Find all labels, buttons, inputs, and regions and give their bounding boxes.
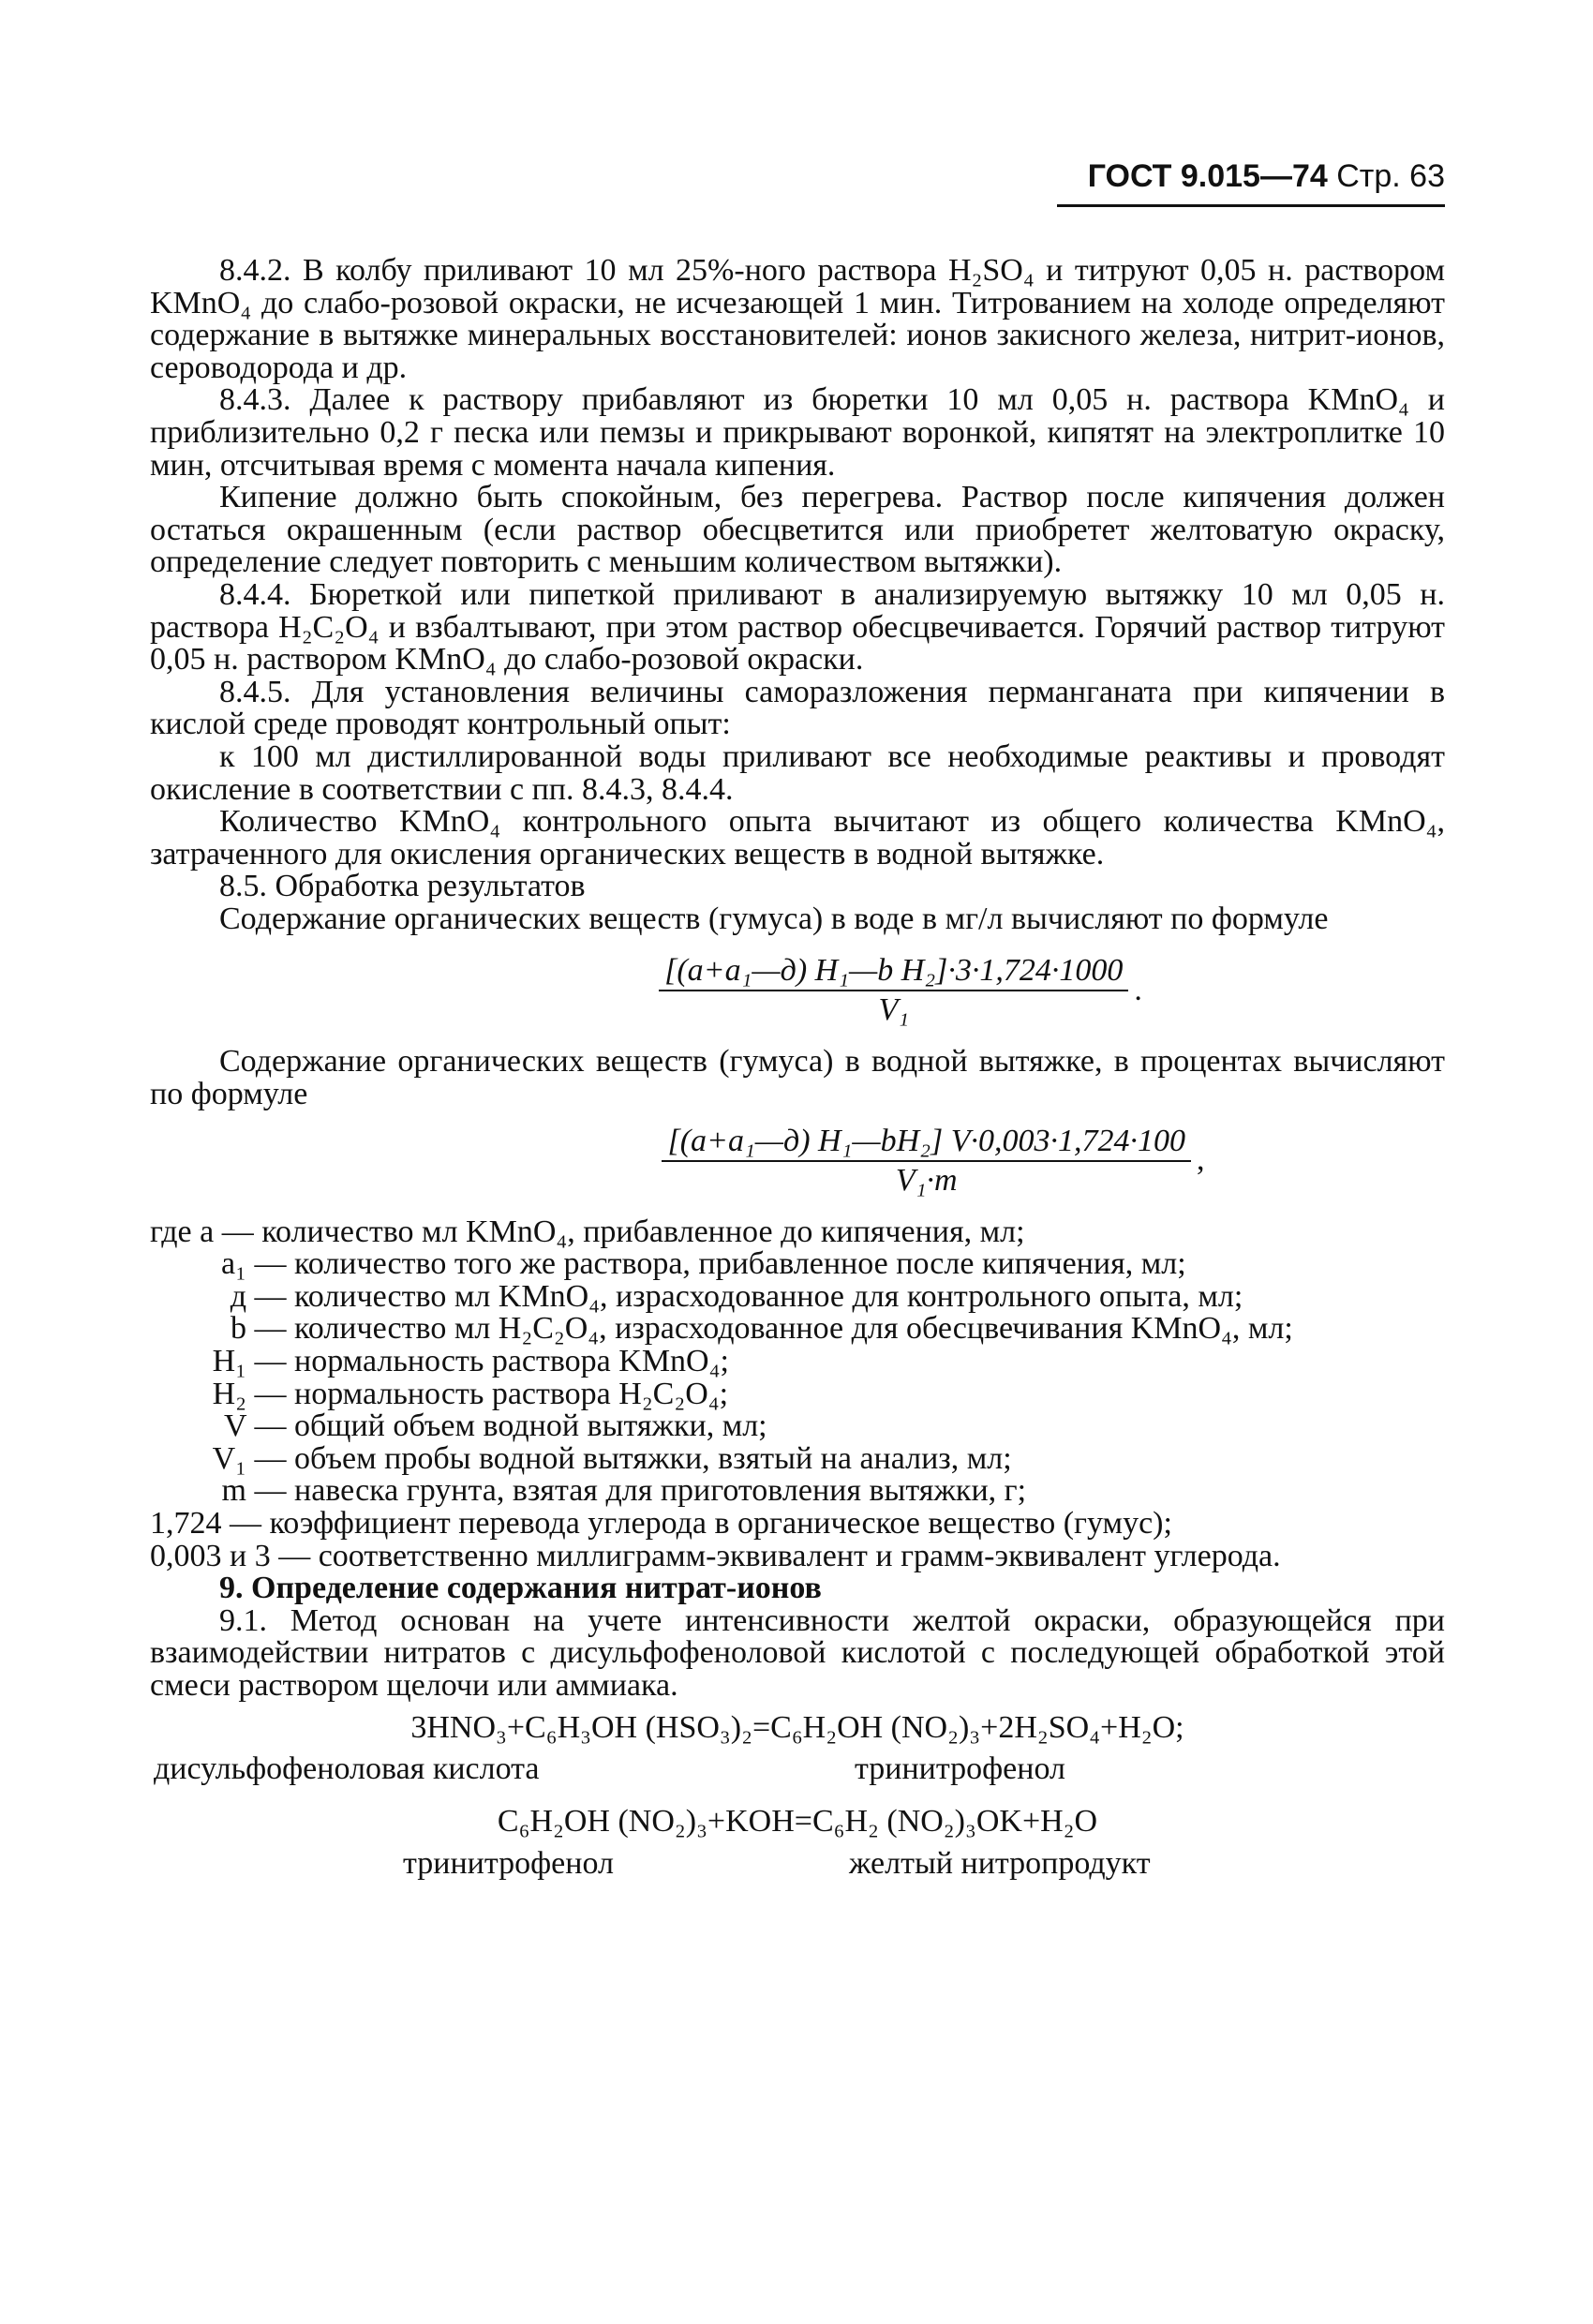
definition-symbol: a₁ — — [221, 1246, 294, 1282]
definition-item — [150, 1313, 1445, 1346]
definition-item — [150, 1440, 1445, 1476]
paragraph-9-1: 9.1. Метод основан на учете интенсивности желтой окраски, образующейся при взаимодействии нитратов с дисульфофеноловой кислотой с последующей обработкой этой смеси раствором щелочи или аммиака. — [150, 1602, 1445, 1703]
equation-1-labels — [150, 1744, 1445, 1796]
definition-text: коэффициент перевода углерода в органическое вещество (гумус); — [269, 1506, 1172, 1541]
definitions-list — [150, 1216, 1445, 1573]
formula2-numerator: [(a+a₁—д) H₁—bH₂] V·0,003·1,724·100 — [662, 1123, 1191, 1162]
running-header — [1031, 157, 1445, 195]
definition-symbol: д — — [230, 1278, 294, 1314]
paragraph-8-4-5: 8.4.5. Для установления величины саморазложения перманганата при кипячении в кислой среде проводят контрольный опыт: — [150, 674, 1445, 742]
label-trinitrophenol-2: тринитрофенол — [403, 1845, 614, 1881]
formula2-fraction — [662, 1123, 1191, 1199]
formula1-denominator: V₁ — [878, 992, 910, 1028]
definition-symbol: 1,724 — — [150, 1506, 270, 1541]
definition-symbol: 0,003 и 3 — — [150, 1538, 319, 1573]
paragraph-control-experiment: к 100 мл дистиллированной воды приливают все необходимые реактивы и проводят окисление в соответствии с пп. 8.4.3, 8.4.4. — [150, 738, 1445, 807]
formula2-punctuation: , — [1197, 1142, 1205, 1178]
definition-text: навеска грунта, взятая для приготовления вытяжки, г; — [294, 1473, 1027, 1509]
reaction-equation-1: 3HNO₃+C₆H₃OH (HSO₃)₂=C₆H₂OH (NO₂)₃+2H₂SO₄+H₂O; — [410, 1709, 1184, 1745]
definition-text: количество мл KMnO₄, прибавленное до кипячения, мл; — [261, 1214, 1025, 1249]
definition-text: количество мл KMnO₄, израсходованное для контрольного опыта, мл; — [294, 1278, 1243, 1314]
definition-symbol: где a — — [150, 1214, 262, 1249]
definition-text: общий объем водной вытяжки, мл; — [294, 1408, 767, 1444]
definition-item — [150, 1346, 1445, 1378]
label-disulfophenolic-acid: дисульфофеноловая кислота — [154, 1751, 540, 1787]
definition-text: соответственно миллиграмм-эквивалент и грамм-эквивалент углерода. — [318, 1538, 1281, 1573]
definition-text: нормальность раствора KMnO₄; — [294, 1344, 729, 1379]
definition-text: нормальность раствора H₂C₂O₄; — [294, 1376, 729, 1411]
formula-humus-water — [150, 952, 1445, 1029]
formula2-denominator: V₁·m — [895, 1162, 958, 1198]
formula-humus-extract — [150, 1123, 1445, 1199]
definition-item — [150, 1475, 1445, 1508]
paragraph-8-4-4: 8.4.4. Бюреткой или пипеткой приливают в анализируемую вытяжку 10 мл 0,05 н. раствора H₂C₂O₄ и взбалтывают, при этом раствор обесцвечивается. Горячий раствор титруют 0,05 н. раствором KMnO₄ до слабо-розовой окраски. — [150, 576, 1445, 678]
paragraph-boiling: Кипение должно быть спокойным, без перегрева. Раствор после кипячения должен остаться окрашенным (если раствор обесцветится или приобретет желтоватую окраску, определение следует повторить с меньшим количеством вытяжки). — [150, 480, 1445, 580]
definition-item — [150, 1538, 1445, 1573]
paragraph-8-5: 8.5. Обработка результатов — [219, 869, 586, 904]
equation-2-labels — [150, 1839, 1445, 1891]
definition-symbol: m — — [221, 1473, 294, 1509]
paragraph-subtract: Количество KMnO₄ контрольного опыта вычитают из общего количества KMnO₄, затраченного для окисления органических веществ в водной вытяжке. — [150, 804, 1445, 872]
paragraph-8-4-2: 8.4.2. В колбу приливают 10 мл 25%-ного раствора H₂SO₄ и титруют 0,05 н. раствором KMnO₄ до слабо-розовой окраски, не исчезающей 1 мин. Титрованием на холоде определяют содержание в вытяжке минеральных восстановителей: ионов закисного железа, нитрит-ионов, сероводорода и др. — [150, 253, 1445, 385]
definition-item — [150, 1378, 1445, 1411]
definition-symbol: b — — [231, 1311, 294, 1347]
definition-item — [150, 1248, 1445, 1281]
paragraph-formula2-intro: Содержание органических веществ (гумуса) в водной вытяжке, в процентах вычисляют по формуле — [150, 1044, 1445, 1112]
reaction-equation-2: C₆H₂OH (NO₂)₃+KOH=C₆H₂ (NO₂)₃OK+H₂O — [497, 1804, 1098, 1840]
definition-item — [150, 1278, 1445, 1314]
standard-number: ГОСТ 9.015—74 — [1087, 158, 1328, 194]
definition-symbol: V — — [224, 1408, 294, 1444]
definition-item — [150, 1508, 1445, 1541]
definition-symbol: V₁ — — [212, 1440, 294, 1476]
definition-symbol: H₁ — — [212, 1344, 294, 1379]
definition-text: количество мл H₂C₂O₄, израсходованное для обесцвечивания KMnO₄, мл; — [294, 1311, 1293, 1347]
formula1-punctuation: . — [1134, 973, 1142, 1008]
label-trinitrophenol: тринитрофенол — [855, 1751, 1065, 1787]
formula1-numerator: [(a+a₁—д) H₁—b H₂]·3·1,724·1000 — [659, 952, 1128, 991]
definition-text: количество того же раствора, прибавленное после кипячения, мл; — [294, 1246, 1186, 1282]
label-yellow-nitroproduct: желтый нитропродукт — [849, 1845, 1151, 1881]
paragraph-formula1-intro: Содержание органических веществ (гумуса) в воде в мг/л вычисляют по формуле — [219, 901, 1329, 936]
formula1-fraction — [659, 952, 1128, 1029]
definition-item — [150, 1410, 1445, 1443]
section-9-heading: 9. Определение содержания нитрат-ионов — [219, 1571, 822, 1606]
page-number: Стр. 63 — [1336, 158, 1445, 194]
page-body — [150, 255, 1445, 1891]
header-rule — [1057, 204, 1445, 207]
definition-text: объем пробы водной вытяжки, взятый на анализ, мл; — [294, 1440, 1012, 1476]
definition-symbol: H₂ — — [212, 1376, 294, 1411]
definition-item — [150, 1216, 1445, 1249]
paragraph-8-4-3: 8.4.3. Далее к раствору прибавляют из бюретки 10 мл 0,05 н. раствора KMnO₄ и приблизительно 0,2 г песка или пемзы и прикрывают воронкой, кипятят на электроплитке 10 мин, отсчитывая время с момента начала кипения. — [150, 382, 1445, 483]
